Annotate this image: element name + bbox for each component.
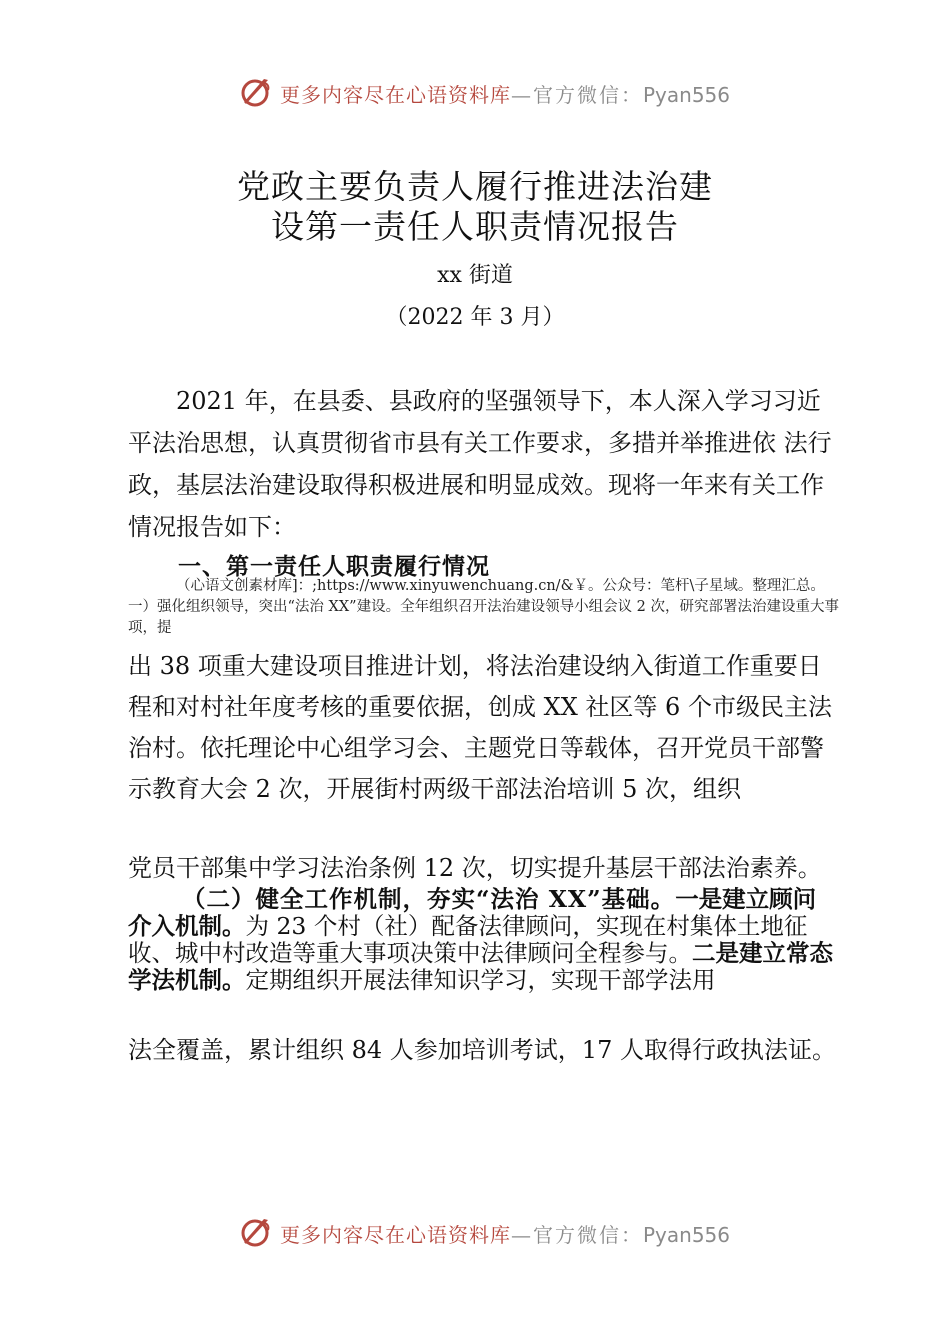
- banner-text: 更多内容尽在心语资料库—官方微信：Pyan556: [280, 83, 731, 107]
- section-heading-1: 一、第一责任人职责履行情况: [178, 554, 490, 580]
- quill-logo-icon: [238, 1214, 274, 1250]
- doc-date: （2022 年 3 月）: [385, 305, 565, 330]
- paragraph-5: 法全覆盖，累计组织 84 人参加培训考试，17 人取得行政执法证。: [128, 1036, 836, 1064]
- subheading-2: （二）健全工作机制，夯实“法治 XX”基础。: [182, 885, 676, 913]
- point-2-text: 定期组织开展法律知识学习，实现干部学法用: [245, 966, 716, 994]
- paragraph-3: 党员干部集中学习法治条例 12 次，切实提升基层干部法治素养。: [128, 854, 822, 882]
- top-banner: [0, 70, 950, 114]
- doc-title-line2: 设第一责任人职责情况报告: [271, 207, 679, 246]
- paragraph-mechanism: [128, 886, 838, 994]
- bottom-banner: [0, 1210, 950, 1254]
- bold-point-2: 二是建立常态学法机制。: [128, 939, 833, 994]
- doc-title-line1: 党政主要负责人履行推进法治建: [237, 167, 713, 206]
- point-1-text: 为 23 个村（社）配备法律顾问，实现在村集体土地征收、城中村改造等重大事项决策中法律顾问全程参与。: [128, 912, 808, 967]
- bold-point-1: 一是建立顾问介入机制。: [128, 885, 817, 940]
- quill-logo-icon: [238, 74, 274, 110]
- paragraph-2: 出 38 项重大建设项目推进计划，将法治建设纳入街道工作重要日程和对村社年度考核的重要依据，创成 XX 社区等 6 个市级民主法治村。依托理论中心组学习会、主题党日等载体，召开党员干部警示教育大会 2 次，开展街村两级干部法治培训 5 次，组织: [128, 652, 832, 803]
- paragraph-intro: 2021 年，在县委、县政府的坚强领导下，本人深入学习习近平法治思想，认真贯彻省市县有关工作要求，多措并举推进依 法行政，基层法治建设取得积极进展和明显成效。现将一年来有关工作情况报告如下：: [128, 387, 832, 541]
- doc-subtitle: xx 街道: [437, 263, 513, 288]
- banner-text: 更多内容尽在心语资料库—官方微信：Pyan556: [280, 1223, 731, 1247]
- small-note-paragraph: （心语文创素材库]：;https://www.xinyuwenchuang.cn/&￥。公众号：笔杆\子星域。整理汇总。一）强化组织领导，突出“法治 XX”建设。全年组织召开法治建设领导小组会议 2 次，研究部署法治建设重大事项，提: [128, 578, 840, 636]
